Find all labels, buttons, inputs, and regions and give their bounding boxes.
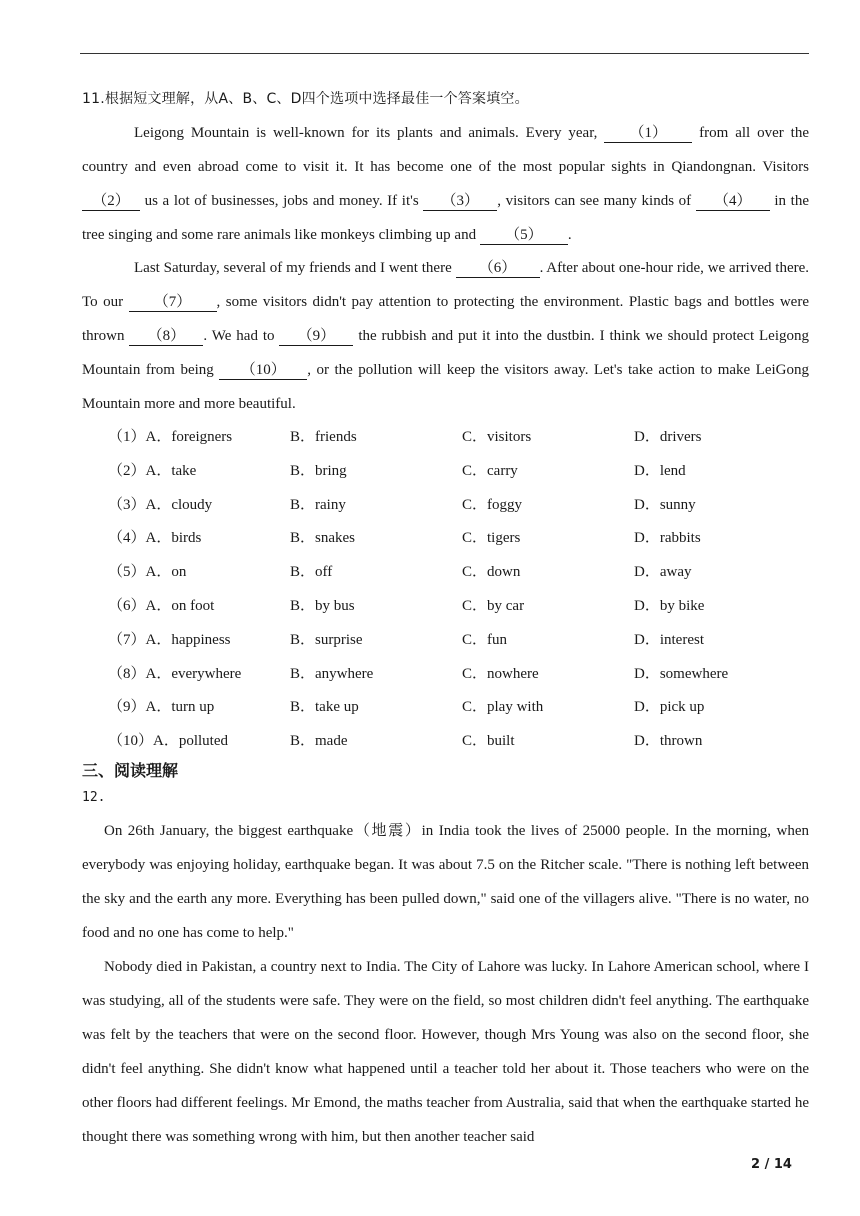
option-a[interactable]: （9）A．turn up — [108, 699, 215, 715]
passage-paragraph-2: Last Saturday, several of my friends and I went there （6） . After about one-hour ride, we arrived there. To our （7） , some visitors didn't pay attention to protecting the environment. Plastic bags and bottles were thrown （8） . We had to （9） the rubbish and put it into the dustbin. I think we should protect Leigong Mountain from being （10） , or the pollution will keep the visitors away. Let's take action to make LeiGong Mountain more and more beautiful. — [82, 260, 810, 412]
option-a[interactable]: （5）A．on — [108, 564, 187, 580]
option-b[interactable]: B．by bus — [290, 598, 355, 614]
option-a[interactable]: （2）A．take — [108, 463, 197, 479]
question-11-instruction — [82, 88, 529, 108]
reading-paragraph-1: On 26th January, the biggest earthquake（地震）in India took the lives of 25000 people. In the morning, when everybody was enjoying holiday, earthquake began. It was about 7.5 on the Ritcher scale. "There is nothing left between the sky and the earth any more. Everything has been pulled down," said one of the villagers alive. "There is no water, no food and no one has come to help." — [82, 823, 809, 941]
blank-4[interactable]: （4） — [696, 192, 770, 211]
option-c[interactable]: C．visitors — [462, 429, 532, 445]
option-row-8 — [108, 657, 808, 691]
option-d[interactable]: D．lend — [634, 463, 686, 479]
option-b[interactable]: B．take up — [290, 699, 359, 715]
option-a[interactable]: （6）A．on foot — [108, 598, 215, 614]
blank-5[interactable]: （5） — [480, 226, 568, 245]
option-d[interactable]: D．thrown — [634, 733, 703, 749]
option-d[interactable]: D．sunny — [634, 497, 696, 513]
option-b[interactable]: B．rainy — [290, 497, 346, 513]
option-d[interactable]: D．pick up — [634, 699, 705, 715]
option-b[interactable]: B．off — [290, 564, 333, 580]
blank-2[interactable]: （2） — [82, 192, 140, 211]
option-a[interactable]: （10）A．polluted — [108, 733, 228, 749]
option-row-2 — [108, 454, 808, 488]
option-row-10 — [108, 724, 808, 758]
option-row-3 — [108, 488, 808, 522]
option-row-7 — [108, 623, 808, 657]
instruction-text: 根据短文理解，从A、B、C、D四个选项中选择最佳一个答案填空。 — [104, 91, 529, 107]
option-c[interactable]: C．tigers — [462, 530, 521, 546]
blank-7[interactable]: （7） — [129, 293, 217, 312]
blank-8[interactable]: （8） — [129, 327, 203, 346]
option-a[interactable]: （4）A．birds — [108, 530, 202, 546]
blank-10[interactable]: （10） — [219, 361, 307, 380]
option-c[interactable]: C．play with — [462, 699, 544, 715]
option-row-4 — [108, 521, 808, 555]
option-b[interactable]: B．anywhere — [290, 666, 374, 682]
blank-1[interactable]: （1） — [604, 124, 692, 143]
option-d[interactable]: D．interest — [634, 632, 704, 648]
option-c[interactable]: C．carry — [462, 463, 518, 479]
option-a[interactable]: （7）A．happiness — [108, 632, 231, 648]
page-number: 2 / 14 — [751, 1157, 792, 1172]
option-a[interactable]: （3）A．cloudy — [108, 497, 213, 513]
option-d[interactable]: D．drivers — [634, 429, 702, 445]
option-b[interactable]: B．surprise — [290, 632, 363, 648]
option-row-5 — [108, 555, 808, 589]
option-d[interactable]: D．somewhere — [634, 666, 729, 682]
option-b[interactable]: B．friends — [290, 429, 357, 445]
option-c[interactable]: C．fun — [462, 632, 508, 648]
option-row-9 — [108, 690, 808, 724]
option-a[interactable]: （8）A．everywhere — [108, 666, 242, 682]
blank-3[interactable]: （3） — [423, 192, 497, 211]
question-number: 11. — [82, 91, 105, 107]
option-b[interactable]: B．made — [290, 733, 348, 749]
option-d[interactable]: D．rabbits — [634, 530, 701, 546]
blank-6[interactable]: （6） — [456, 259, 540, 278]
reading-paragraph-2: Nobody died in Pakistan, a country next to India. The City of Lahore was lucky. In Lahore American school, where I was studying, all of the students were safe. They were on the field, so most children didn't feel anything. The earthquake was felt by the teachers that were on the second floor. However, though Mrs Young was also on the second floor, she didn't feel anything. She didn't know what happened until a teacher told her about it. Those teachers who were on the other floors had different feelings. Mr Emond, the maths teacher from Australia, said that when the earthquake started he thought there was something wrong with him, but then another teacher said — [82, 959, 809, 1145]
option-a[interactable]: （1）A．foreigners — [108, 429, 233, 445]
option-c[interactable]: C．nowhere — [462, 666, 539, 682]
header-rule — [80, 53, 809, 54]
option-c[interactable]: C．by car — [462, 598, 525, 614]
blank-9[interactable]: （9） — [279, 327, 353, 346]
question-12-number: 12. — [82, 790, 106, 805]
option-row-6 — [108, 589, 808, 623]
option-row-1 — [108, 420, 808, 454]
passage-paragraph-1: Leigong Mountain is well-known for its plants and animals. Every year, （1） from all over the country and even abroad come to visit it. It has become one of the most popular sights in Qiandongnan. Visitors （2） us a lot of businesses, jobs and money. If it's （3） , visitors can see many kinds of （4） in the tree singing and some rare animals like monkeys climbing up and （5） . — [82, 125, 809, 243]
option-d[interactable]: D．by bike — [634, 598, 705, 614]
option-c[interactable]: C．down — [462, 564, 521, 580]
option-b[interactable]: B．snakes — [290, 530, 355, 546]
option-c[interactable]: C．built — [462, 733, 515, 749]
option-b[interactable]: B．bring — [290, 463, 347, 479]
option-d[interactable]: D．away — [634, 564, 692, 580]
section-title: 三、阅读理解 — [82, 761, 179, 780]
option-c[interactable]: C．foggy — [462, 497, 523, 513]
